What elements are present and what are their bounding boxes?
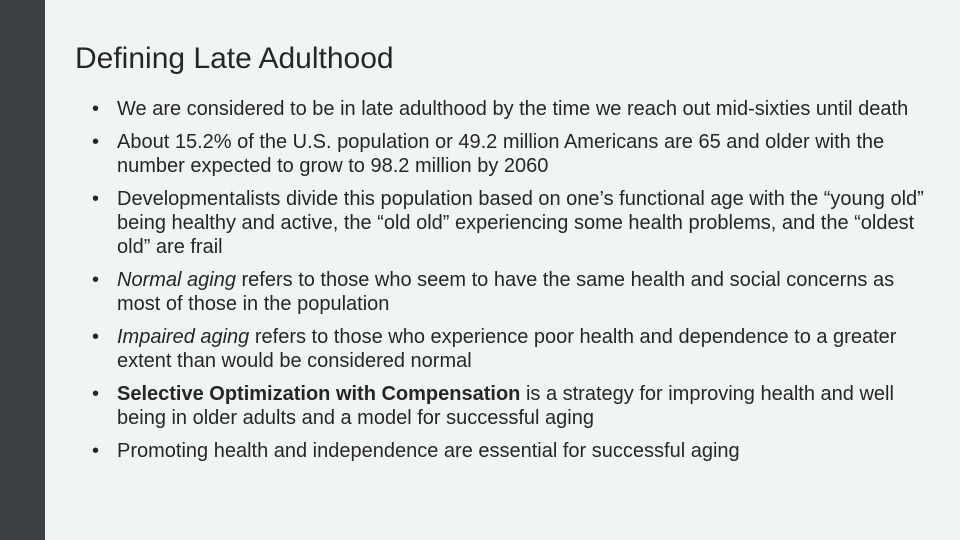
bullet-item-late-adulthood-definition — [92, 97, 940, 121]
left-accent-bar — [0, 0, 45, 540]
bullet-dot-icon: • — [92, 269, 100, 291]
bullet-item-impaired-aging — [92, 325, 940, 373]
bullet-dot-icon: • — [92, 188, 100, 210]
bullet-dot-icon: • — [92, 383, 100, 405]
bullet-dot-icon: • — [92, 131, 100, 153]
bullet-item-functional-age — [92, 187, 940, 259]
bullet-dot-icon: • — [92, 98, 100, 120]
bullet-item-promoting-health — [92, 439, 940, 463]
bullet-term: Normal aging — [117, 269, 236, 291]
bullet-dot-icon: • — [92, 440, 100, 462]
bullet-text: Developmentalists divide this population based on one’s functional age with the “young old” being healthy and active, the “old old” experiencing some health problems, and the “oldest old” are frail — [117, 188, 924, 258]
bullet-text: is a strategy for improving health and well being in older adults and a model for successful aging — [117, 383, 894, 429]
bullet-text: Promoting health and independence are essential for successful aging — [117, 440, 740, 462]
bullet-term: Impaired aging — [117, 326, 250, 348]
slide-title: Defining Late Adulthood — [75, 42, 394, 75]
bullet-text: We are considered to be in late adulthood by the time we reach out mid-sixties until death — [117, 98, 909, 120]
bullet-text: About 15.2% of the U.S. population or 49.2 million Americans are 65 and older with the number expected to grow to 98.2 million by 2060 — [117, 131, 885, 177]
bullet-item-normal-aging — [92, 268, 940, 316]
bullet-text: refers to those who experience poor health and dependence to a greater extent than would be considered normal — [117, 326, 897, 372]
bullet-term: Selective Optimization with Compensation — [117, 383, 521, 405]
bullet-list — [92, 97, 940, 463]
bullet-item-selective-optimization — [92, 382, 940, 430]
bullet-dot-icon: • — [92, 326, 100, 348]
bullet-text: refers to those who seem to have the same health and social concerns as most of those in the population — [117, 269, 895, 315]
bullet-item-population-statistics — [92, 130, 940, 178]
